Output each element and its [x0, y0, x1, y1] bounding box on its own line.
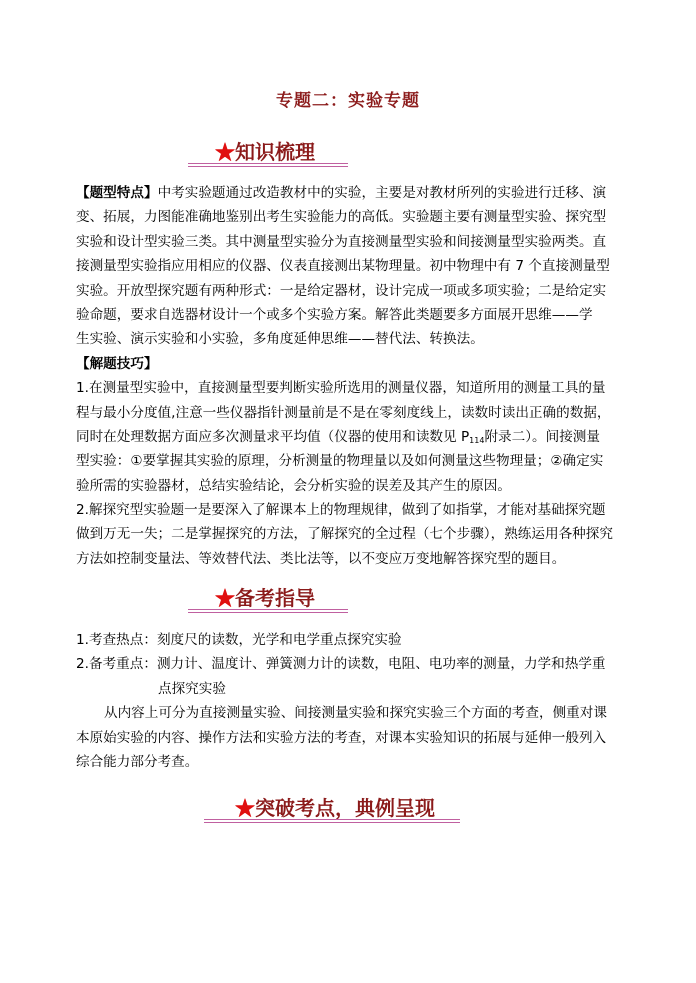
section-heading-knowledge [215, 136, 315, 165]
section-underline [204, 819, 460, 823]
text-line: 中考实验题通过改造教材中的实验，主要是对教材所列的实验进行迁移、演 [157, 185, 607, 201]
text-line: 1.在测量型实验中，直接测量型要判断实验所选用的测量仪器，知道所用的测量工具的量 [76, 380, 606, 397]
skills-tag: 【解题技巧】 [76, 355, 158, 372]
star-icon: ★ [215, 140, 235, 164]
text-line: 同时在处理数据方面应多次测量求平均值（仪器的使用和读数见 $P_{114}$附录二）。间接测量 [76, 428, 600, 445]
text-line: 验命题，要求自选器材设计一个或多个实验方案。解答此类题要多方面展开思维——学 [76, 306, 593, 323]
text-line: 1.考查热点：刻度尺的读数，光学和电学重点探究实验 [76, 632, 402, 648]
section-heading-label: 突破考点，典例呈现 [255, 796, 435, 820]
section-heading-label: 知识梳理 [235, 140, 315, 164]
text-line: 从内容上可分为直接测量实验、间接测量实验和探究实验三个方面的考查，侧重对课 [104, 705, 607, 722]
text-line: 2.解探究型实验题一是要深入了解课本上的物理规律，做到了如指掌，才能对基础探究题 [76, 502, 606, 519]
text-line: 接测量型实验指应用相应的仪器、仪表直接测出某物理量。初中物理中有 7 个直接测量型 [76, 258, 610, 275]
text-line: 2.备考重点：测力计、温度计、弹簧测力计的读数，电阻、电功率的测量，力学和热学重 [76, 656, 606, 673]
section-heading-breakthrough [235, 792, 435, 821]
section-underline [188, 163, 348, 167]
text-line: 方法如控制变量法、等效替代法、类比法等，以不变应万变地解答探究型的题目。 [76, 550, 566, 567]
star-icon: ★ [215, 586, 235, 610]
section-heading-label: 备考指导 [235, 586, 315, 610]
text-line: 生实验、演示实验和小实验，多角度延伸思维——替代法、转换法。 [76, 331, 484, 348]
features-paragraph [76, 181, 632, 571]
text-line: 本原始实验的内容、操作方法和实验方法的考查，对课本实验知识的拓展与延伸一般列入 [76, 729, 607, 746]
text-line: 程与最小分度值,注意一些仪器指针测量前是不是在零刻度线上，读数时读出正确的数据， [76, 404, 611, 421]
guide-paragraph [76, 628, 632, 774]
section-underline [188, 609, 348, 613]
text-line: 综合能力部分考查。 [76, 753, 199, 770]
features-tag: 【题型特点】 [76, 185, 158, 201]
text-line: 变、拓展，力图能准确地鉴别出考生实验能力的高低。实验题主要有测量型实验、探究型 [76, 209, 607, 226]
page-title: 专题二：实验专题 [276, 91, 420, 111]
text-line: 实验。开放型探究题有两种形式：一是给定器材，设计完成一项或多项实验；二是给定实 [76, 282, 607, 299]
text-line: 型实验：①要掌握其实验的原理，分析测量的物理量以及如何测量这些物理量；②确定实 [76, 453, 604, 470]
star-icon: ★ [235, 796, 255, 820]
text-line: 实验和设计型实验三类。其中测量型实验分为直接测量型实验和间接测量型实验两类。直 [76, 233, 607, 250]
text-line: 点探究实验 [158, 680, 226, 697]
text-line: 做到万无一失；二是掌握探究的方法，了解探究的全过程（七个步骤），熟练运用各种探究 [76, 526, 613, 543]
section-heading-guide [215, 582, 315, 611]
text-line: 验所需的实验器材，总结实验结论，会分析实验的误差及其产生的原因。 [76, 477, 511, 494]
